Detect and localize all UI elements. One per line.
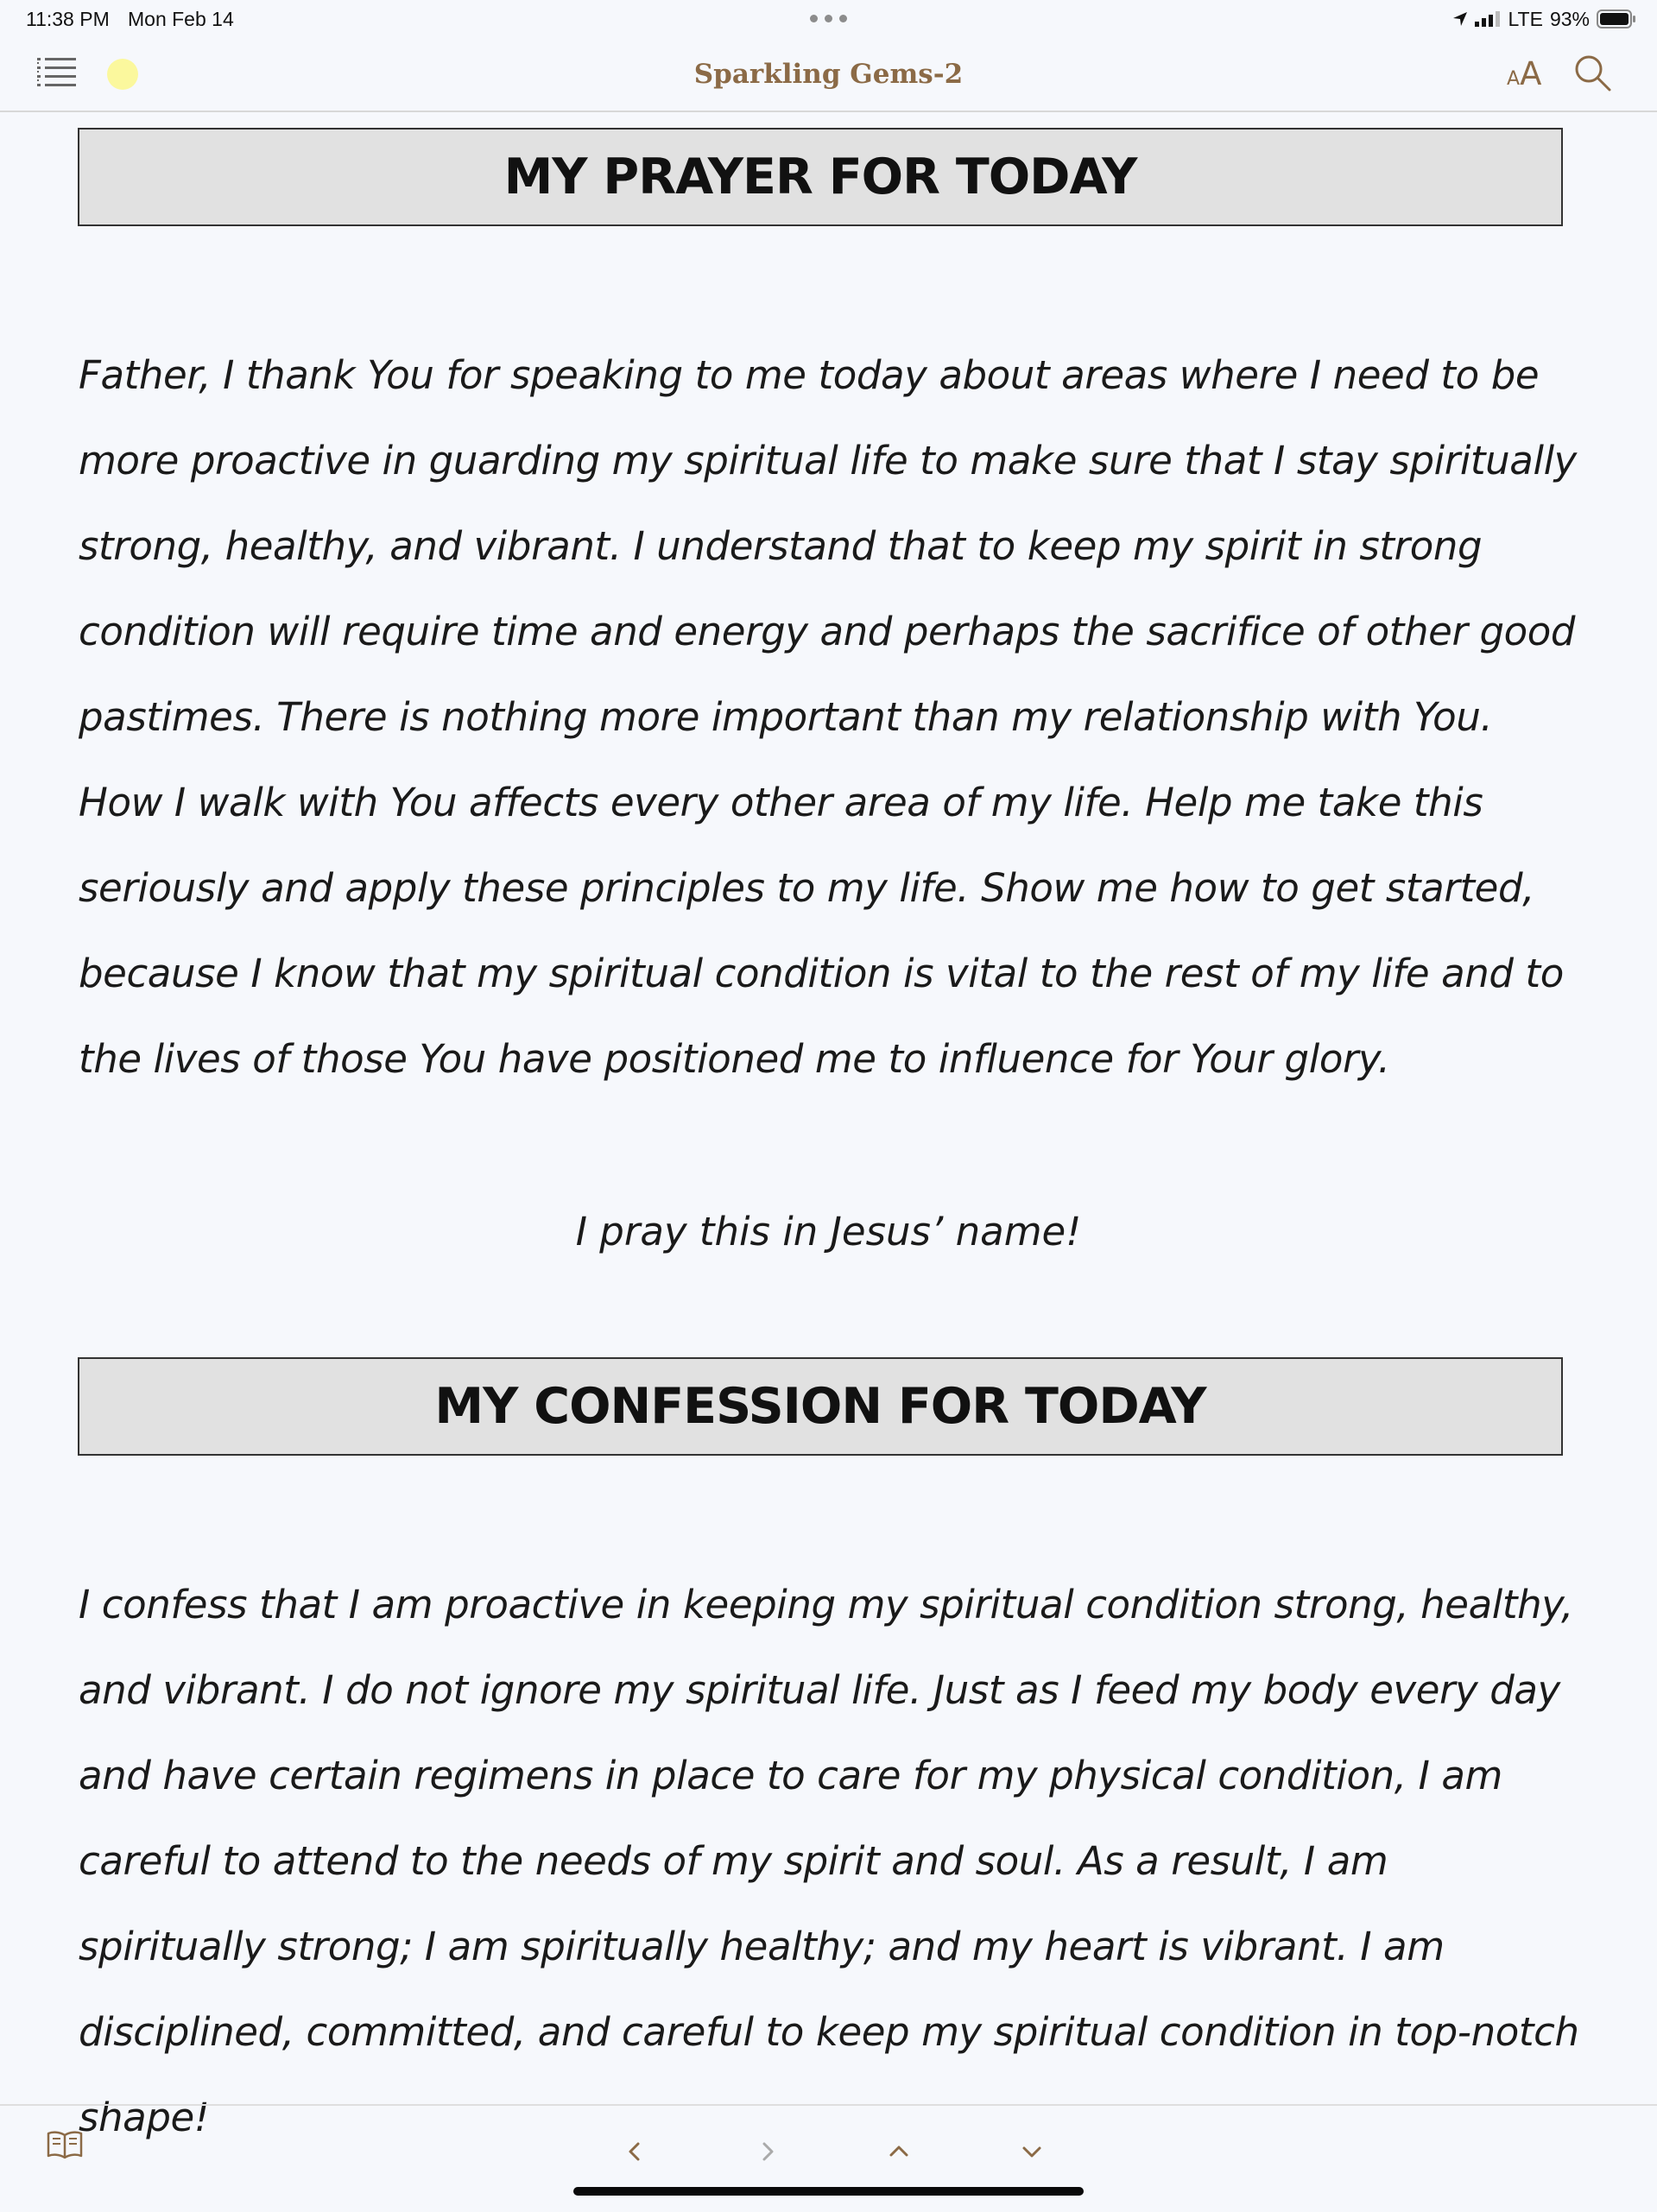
font-size-button[interactable] [1507, 55, 1541, 93]
page-down-icon[interactable] [1017, 2137, 1047, 2171]
cellular-signal-icon [1475, 11, 1501, 27]
home-indicator[interactable] [573, 2187, 1084, 2196]
bottom-navigation-bar [0, 2104, 1657, 2212]
multitask-dots-icon[interactable] [810, 15, 848, 23]
battery-percent: 93% [1549, 7, 1590, 30]
confession-paragraph: I confess that I am proactive in keeping my spiritual condition strong, healthy, and vibrant. I do not ignore my spiritual life. Just as I feed my body every day and have certain regimens in place to care for my physical condition, I am careful to attend to the needs of my spirit and soul. As a result, I am spiritually strong; I am spiritually healthy; and my heart is vibrant. I am disciplined, committed, and careful to keep my spiritual condition in top-notch shape! [79, 1582, 1579, 2140]
page-up-icon[interactable] [884, 2137, 914, 2171]
prayer-heading: MY PRAYER FOR TODAY [78, 128, 1563, 226]
status-date: Mon Feb 14 [128, 8, 234, 30]
reader-toolbar [0, 38, 1657, 112]
book-title: Sparkling Gems-2 [693, 59, 964, 90]
library-icon[interactable] [47, 2130, 83, 2164]
battery-icon [1597, 9, 1636, 28]
location-arrow-icon [1452, 11, 1468, 27]
status-indicators [1452, 5, 1636, 33]
search-icon[interactable] [1573, 54, 1613, 93]
prayer-paragraph: Father, I thank You for speaking to me today about areas where I need to be more proactive in guarding my spiritual life to make sure that I stay spiritually strong, healthy, and vibrant. I understand that to keep my spirit in strong condition will require time and energy and perhaps the sacrifice of other good pastimes. There is nothing more important than my relationship with You. How I walk with You affects every other area of my life. Help me take this seriously and apply these principles to my life. Show me how to get started, because I know that my spiritual condition is vital to the rest of my life and to the lives of those You have positioned me to influence for Your glory. [79, 352, 1577, 1082]
confession-heading: MY CONFESSION FOR TODAY [78, 1357, 1563, 1456]
status-bar [0, 0, 1657, 38]
next-page-icon[interactable] [753, 2137, 782, 2171]
font-size-large-glyph: A [1520, 55, 1542, 92]
font-size-small-glyph: A [1507, 68, 1521, 90]
network-type: LTE [1508, 7, 1543, 30]
status-time: 11:38 PM [26, 8, 110, 30]
prayer-closing: I pray this in Jesus’ name! [575, 1209, 1082, 1255]
previous-page-icon[interactable] [620, 2137, 649, 2171]
